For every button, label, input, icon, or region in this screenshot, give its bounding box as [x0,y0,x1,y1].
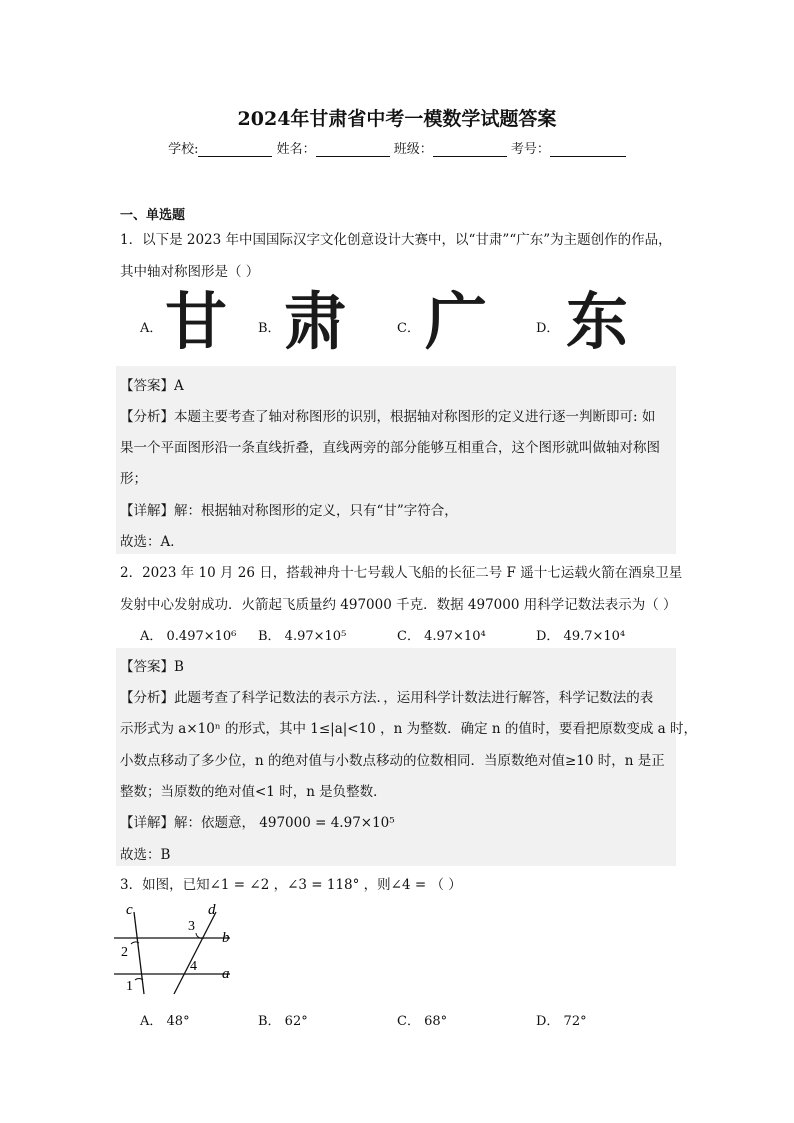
q1-detail: 【详解】解：根据轴对称图形的定义，只有“甘”字符合， [120,503,458,519]
class-blank[interactable] [433,142,507,157]
q2-option-a: A． 0.497×10⁶ [140,629,237,644]
q1-option-d-label: D． [536,321,560,336]
q3-option-b: B． 62° [258,1014,308,1029]
name-blank[interactable] [316,142,390,157]
q1-choose: 故选：A． [120,534,184,550]
label-angle-4: 4 [190,959,197,974]
q1-option-c-label: C． [397,321,420,336]
line-c [134,912,144,994]
q3-stem: 3．如图，已知∠1 = ∠2 ，∠3 = 118° ，则∠4 = （ ） [120,877,462,893]
exam-no-label: 考号： [510,142,550,157]
school-blank[interactable] [198,142,272,157]
q1-solution-block [116,366,676,554]
q1-analysis-line2: 果一个平面图形沿一条直线折叠，直线两旁的部分能够互相重合，这个图形就叫做轴对称图 [120,440,660,456]
label-angle-1: 1 [126,979,133,994]
section-heading: 一、单选题 [120,208,186,223]
q2-analysis-line4: 整数；当原数的绝对值<1 时，n 是负整数． [120,784,387,800]
q2-answer: 【答案】B [120,659,184,675]
line-d [174,912,216,994]
q3-option-a: A． 48° [140,1014,190,1029]
q1-stem-line2: 其中轴对称图形是（ ） [120,264,260,280]
q1-option-b-label: B． [258,321,281,336]
q2-choose: 故选：B [120,847,171,863]
q2-option-c: C． 4.97×10⁴ [397,629,486,644]
label-b: b [222,930,230,946]
student-info-line [0,138,794,157]
q2-option-b: B． 4.97×10⁵ [258,629,347,644]
class-label: 班级： [393,142,433,157]
q2-detail: 【详解】解：依题意， 497000 = 4.97×10⁵ [120,815,395,831]
label-angle-2: 2 [121,945,128,960]
name-label: 姓名： [276,142,316,157]
q1-analysis-line1: 【分析】本题主要考查了轴对称图形的识别，根据轴对称图形的定义进行逐一判断即可: 如 [120,409,656,425]
label-c: c [126,902,133,918]
label-d: d [208,902,216,918]
q1-option-a-label: A． [140,321,163,336]
q2-analysis-line1: 【分析】此题考查了科学记数法的表示方法．，运用科学计数法进行解答，科学记数法的表 [120,690,654,706]
label-angle-3: 3 [188,919,195,934]
q1-analysis-line3: 形； [120,471,147,487]
q3-option-c: C． 68° [397,1014,448,1029]
q1-stem-line1: 1．以下是 2023 年中国国际汉字文化创意设计大赛中，以“甘肃”“广东”为主题创作的作品， [120,232,672,248]
q1-answer: 【答案】A [120,378,184,394]
q3-option-d: D． 72° [536,1014,587,1029]
q2-option-d: D． 49.7×10⁴ [536,629,626,644]
page-title: 2024年甘肃省中考一模数学试题答案 [237,108,557,130]
school-label: 学校: [168,142,199,157]
gan-character-image: 甘 [165,285,228,358]
guang-character-image: 广 [425,285,488,358]
exam-no-blank[interactable] [550,142,626,157]
q2-analysis-line2: 示形式为 a×10ⁿ 的形式，其中 1≤|a|<10 ，n 为整数．确定 n 的值时，要看把原数变成 a 时， [120,721,697,737]
q2-analysis-line3: 小数点移动了多少位，n 的绝对值与小数点移动的位数相同．当原数绝对值≥10 时，n 是正 [120,753,665,769]
q2-stem-line1: 2．2023 年 10 月 26 日，搭载神舟十七号载人飞船的长征二号 F 遥十七运载火箭在酒泉卫星 [120,565,683,581]
su-character-image: 肃 [284,285,347,358]
label-a: a [222,966,230,982]
dong-character-image: 东 [566,285,629,358]
q2-stem-line2: 发射中心发射成功．火箭起飞质量约 497000 千克．数据 497000 用科学记数法表示为（ ） [120,597,677,613]
parallel-lines-figure [112,900,252,1000]
